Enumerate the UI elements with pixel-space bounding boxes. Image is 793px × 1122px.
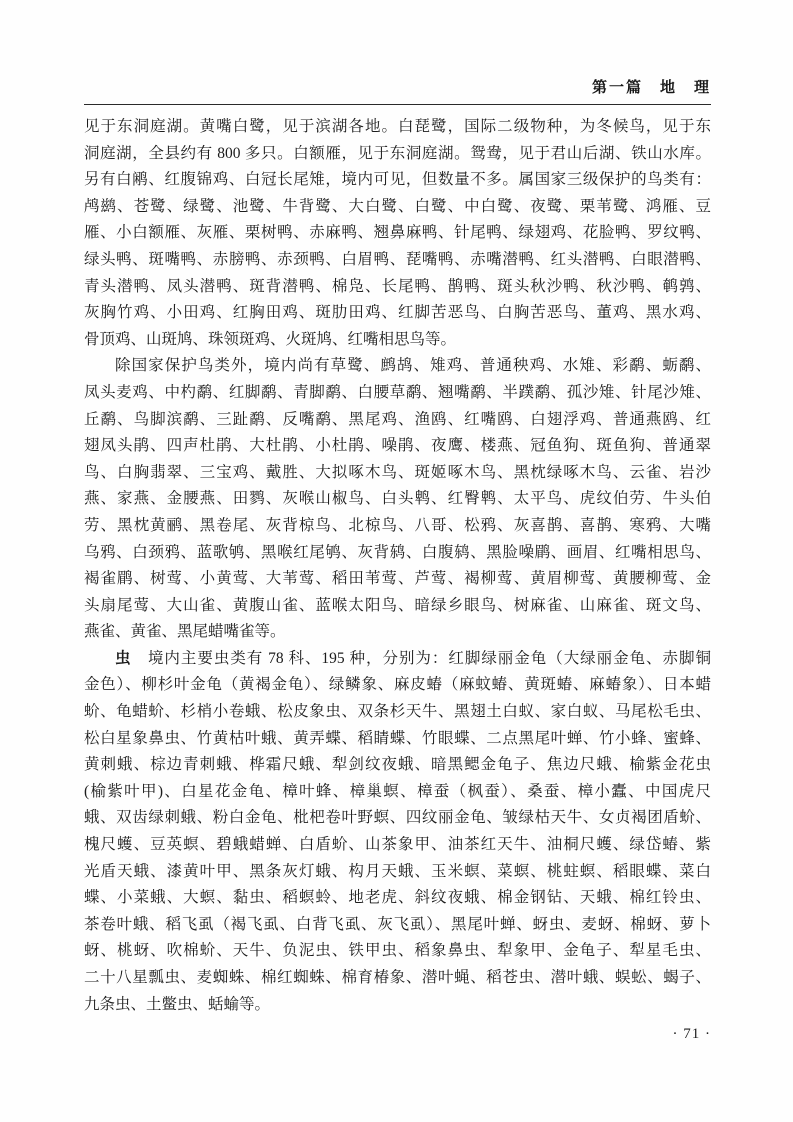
text-line: 九条虫、土鳖虫、蛞蝓等。 (84, 995, 271, 1013)
text-line: 蚧、龟蜡蚧、杉梢小卷蛾、松皮象虫、双条杉天牛、黑翅土白蚁、家白蚁、马尾松毛虫、 (84, 703, 711, 721)
text-line: 劳、黑枕黄鹂、黑卷尾、灰背椋鸟、北椋鸟、八哥、松鸦、灰喜鹊、喜鹊、寒鸦、大嘴 (84, 516, 711, 534)
text-line: 褐雀鹛、树莺、小黄莺、大苇莺、稻田苇莺、芦莺、褐柳莺、黄眉柳莺、黄腰柳莺、金 (84, 570, 711, 588)
page-body-text (84, 114, 711, 1018)
text-line: 丘鹬、鸟脚滨鹬、三趾鹬、反嘴鹬、黑尾鸡、渔鸥、红嘴鸥、白翅浮鸡、普通燕鸥、红 (84, 410, 711, 428)
page-number: · 71 · (672, 1026, 711, 1042)
text-line: 槐尺蠖、豆英螟、碧蛾蜡蝉、白盾蚧、山茶象甲、油茶红天牛、油桐尺蠖、绿岱蝽、紫 (84, 836, 711, 854)
text-line: 另有白鹇、红腹锦鸡、白冠长尾雉，境内可见，但数量不多。属国家三级保护的鸟类有： (84, 171, 711, 189)
text-line: (榆紫叶甲)、白星花金龟、樟叶蜂、樟巢螟、樟蚕（枫蚕）、桑蚕、樟小蠹、中国虎尺 (84, 782, 711, 800)
text-line: 青头潜鸭、凤头潜鸭、斑背潜鸭、棉凫、长尾鸭、鹊鸭、斑头秋沙鸭、秋沙鸭、鹌鹑、 (84, 277, 711, 295)
text-line: 蛾、双齿绿刺蛾、粉白金龟、枇杷卷叶野螟、四纹丽金龟、皱绿枯天牛、女贞褐团盾蚧、 (84, 809, 711, 827)
paragraph-other-birds (84, 353, 711, 646)
paragraph-insects (84, 646, 711, 1018)
text-line: 鸟、白胸翡翠、三宝鸡、戴胜、大拟啄木鸟、斑姬啄木鸟、黑枕绿啄木鸟、云雀、岩沙 (84, 463, 711, 481)
running-head-section-title: 第一篇 地 理 (591, 79, 711, 96)
text-line: 光盾天蛾、漆黄叶甲、黑条灰灯蛾、构月天蛾、玉米螟、菜螟、桃蛀螟、稻眼蝶、菜白 (84, 862, 711, 880)
text-line: 蚜、桃蚜、吹棉蚧、天牛、负泥虫、铁甲虫、稻象鼻虫、犁象甲、金龟子、犁星毛虫、 (84, 942, 711, 960)
text-line: 黄刺蛾、棕边青刺蛾、桦霜尺蛾、犁剑纹夜蛾、暗黑鳃金龟子、焦边尺蛾、榆紫金花虫 (84, 756, 711, 774)
text-line: 洞庭湖，全县约有 800 多只。白额雁，见于东洞庭湖。鸳鸯，见于君山后湖、铁山水库。 (84, 144, 711, 162)
text-line: 凤头麦鸡、中杓鹬、红脚鹬、青脚鹬、白腰草鹬、翘嘴鹬、半蹼鹬、孤沙雉、针尾沙雉、 (84, 383, 711, 401)
text-line: 松白星象鼻虫、竹黄枯叶蛾、黄弄蝶、稻睛蝶、竹眼蝶、二点黑尾叶蝉、竹小蜂、蜜蜂、 (84, 729, 711, 747)
text-line: 燕、家燕、金腰燕、田鹨、灰喉山椒鸟、白头鹎、红臀鹎、太平鸟、虎纹伯劳、牛头伯 (84, 490, 711, 508)
text-line (84, 646, 711, 673)
text-line: 金色）、柳杉叶金龟（黄褐金龟）、绿鳞象、麻皮蝽（麻蚊蝽、黄斑蝽、麻蝽象）、日本蜡 (84, 676, 711, 694)
text-line: 蝶、小菜蛾、大螟、黏虫、稻螟蛉、地老虎、斜纹夜蛾、棉金钢钻、天蛾、棉红铃虫、 (84, 889, 711, 907)
entry-keyword: 虫 (115, 649, 132, 667)
text-line: 二十八星瓢虫、麦蜘蛛、棉红蜘蛛、棉育椿象、潜叶蝇、稻苍虫、潜叶蛾、蜈蚣、蝎子、 (84, 969, 711, 986)
text-line: 骨顶鸡、山斑鸠、珠领斑鸡、火斑鸠、红嘴相思鸟等。 (84, 330, 457, 348)
text-line: 翅凤头鹃、四声杜鹃、大杜鹃、小杜鹃、噪鹃、夜鹰、楼燕、冠鱼狗、斑鱼狗、普通翠 (84, 437, 711, 455)
text-line: 除国家保护鸟类外，境内尚有草鹭、鹧鸪、雉鸡、普通秧鸡、水雉、彩鹬、蛎鹬、 (115, 357, 711, 375)
text-segment: 境内主要虫类有 78 科、195 种，分别为：红脚绿丽金龟（大绿丽金龟、赤脚铜 (131, 649, 711, 667)
text-line: 雁、小白额雁、灰雁、栗树鸭、赤麻鸭、翘鼻麻鸭、针尾鸭、绿翅鸡、花脸鸭、罗纹鸭、 (84, 224, 711, 242)
text-line: 绿头鸭、斑嘴鸭、赤膀鸭、赤颈鸭、白眉鸭、琵嘴鸭、赤嘴潜鸭、红头潜鸭、白眼潜鸭、 (84, 250, 711, 268)
text-line: 鸬鹚、苍鹭、绿鹭、池鹭、牛背鹭、大白鹭、白鹭、中白鹭、夜鹭、栗苇鹭、鸿雁、豆 (84, 197, 711, 215)
text-line: 见于东洞庭湖。黄嘴白鹭，见于滨湖各地。白琵鹭，国际二级物种，为冬候鸟，见于东 (84, 118, 711, 135)
paragraph-protected-birds (84, 114, 711, 353)
header-rule (84, 104, 711, 105)
text-line: 头扇尾莺、大山雀、黄腹山雀、蓝喉太阳鸟、暗绿乡眼鸟、树麻雀、山麻雀、斑文鸟、 (84, 596, 711, 614)
text-line: 灰胸竹鸡、小田鸡、红胸田鸡、斑肋田鸡、红脚苦恶鸟、白胸苦恶鸟、董鸡、黑水鸡、 (84, 304, 711, 322)
text-line: 燕雀、黄雀、黑尾蜡嘴雀等。 (84, 623, 286, 641)
text-line: 茶卷叶蛾、稻飞虱（褐飞虱、白背飞虱、灰飞虱）、黑尾叶蝉、蚜虫、麦蚜、棉蚜、萝卜 (84, 915, 711, 933)
text-line: 乌鸦、白颈鸦、蓝歌鸲、黑喉红尾鸲、灰背鸫、白腹鸫、黑脸噪鹛、画眉、红嘴相思鸟、 (84, 543, 711, 561)
